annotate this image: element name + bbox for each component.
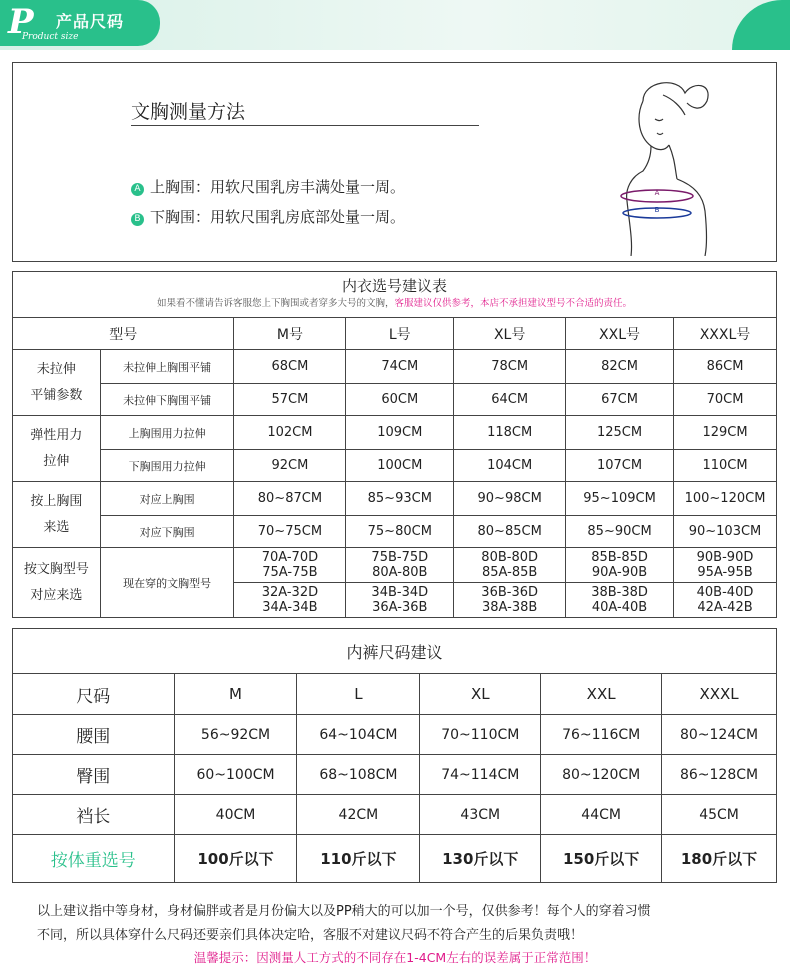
bra-size-table <box>12 271 777 618</box>
bra-table-caption <box>13 272 777 318</box>
bra-note-plain: 如果看不懂请告诉客服您上下胸围或者穿多大号的文胸， <box>156 297 395 309</box>
header-tab <box>0 0 160 46</box>
measure-title: 文胸测量方法 <box>131 101 246 123</box>
footer-note-line2: 不同，所以具体穿什么尺码还要亲们具体决定哈，客服不对建议尺码不符合产生的后果负责哦！ <box>37 928 584 943</box>
row-label: 臀围 <box>13 755 175 795</box>
cell: 109CM <box>346 416 454 450</box>
cell: 32A-32D 34A-34B <box>234 583 346 618</box>
bra-col-header: 型号 <box>13 318 234 350</box>
cell: 42CM <box>297 795 420 835</box>
pants-size-xl: XL <box>420 674 541 715</box>
figure-label-a: A <box>654 189 660 197</box>
pants-size-l: L <box>297 674 420 715</box>
cell: 80~124CM <box>662 715 777 755</box>
cell: 40CM <box>174 795 297 835</box>
measure-item-b <box>131 206 405 227</box>
pants-size-xxxl: XXXL <box>662 674 777 715</box>
cell: 34B-34D 36A-36B <box>346 583 454 618</box>
cell: 76~116CM <box>541 715 662 755</box>
cell: 80B-80D 85A-85B <box>454 548 566 583</box>
row-sub-label: 现在穿的文胸型号 <box>100 548 234 618</box>
row-label: 裆长 <box>13 795 175 835</box>
group-label: 按文胸型号 对应来选 <box>13 548 101 618</box>
cell: 67CM <box>566 384 674 416</box>
cell: 60~100CM <box>174 755 297 795</box>
footer-note-line1: 以上建议指中等身材，身材偏胖或者是月份偏大以及PP稍大的可以加一个号，仅供参考！每个人的穿着习惯 <box>37 904 651 919</box>
cell: 95~109CM <box>566 482 674 516</box>
header-curve-decoration <box>732 0 790 50</box>
pants-size-xxl: XXL <box>541 674 662 715</box>
table-row <box>13 755 777 795</box>
table-row <box>13 715 777 755</box>
cell: 80~87CM <box>234 482 346 516</box>
header-subtitle: Product size <box>22 32 79 42</box>
row-sub-label: 未拉伸上胸围平铺 <box>100 350 234 384</box>
cell: 100~120CM <box>674 482 777 516</box>
row-sub-label: 对应上胸围 <box>100 482 234 516</box>
cell: 90B-90D 95A-95B <box>674 548 777 583</box>
cell: 80~85CM <box>454 516 566 548</box>
cell: 100斤以下 <box>174 835 297 883</box>
cell: 125CM <box>566 416 674 450</box>
bra-size-l: L号 <box>346 318 454 350</box>
cell: 75~80CM <box>346 516 454 548</box>
cell: 44CM <box>541 795 662 835</box>
bra-table-title: 内衣选号建议表 <box>341 276 447 295</box>
cell: 43CM <box>420 795 541 835</box>
cell: 86~128CM <box>662 755 777 795</box>
cell: 110CM <box>674 450 777 482</box>
measure-item-b-text: 下胸围：用软尺围乳房底部处量一周。 <box>150 208 406 226</box>
cell: 70A-70D 75A-75B <box>234 548 346 583</box>
cell: 86CM <box>674 350 777 384</box>
table-row <box>13 516 777 548</box>
group-label: 弹性用力 拉伸 <box>13 416 101 482</box>
row-sub-label: 对应下胸围 <box>100 516 234 548</box>
row-sub-label: 未拉伸下胸围平铺 <box>100 384 234 416</box>
table-row <box>13 416 777 450</box>
cell: 104CM <box>454 450 566 482</box>
bra-size-m: M号 <box>234 318 346 350</box>
table-row <box>13 548 777 583</box>
cell: 130斤以下 <box>420 835 541 883</box>
table-row <box>13 795 777 835</box>
logo-letter: P <box>8 2 34 42</box>
row-sub-label: 上胸围用力拉伸 <box>100 416 234 450</box>
cell: 70CM <box>674 384 777 416</box>
bra-note-red: 客服建议仅供参考，本店不承担建议型号不合适的责任。 <box>394 297 633 309</box>
cell: 85~90CM <box>566 516 674 548</box>
header-banner <box>0 0 790 50</box>
cell: 118CM <box>454 416 566 450</box>
cell: 70~75CM <box>234 516 346 548</box>
weight-row-label: 按体重选号 <box>13 835 175 883</box>
cell: 107CM <box>566 450 674 482</box>
cell: 129CM <box>674 416 777 450</box>
badge-a-icon: A <box>131 183 144 196</box>
bra-size-header-row <box>13 318 777 350</box>
cell: 85~93CM <box>346 482 454 516</box>
bra-table-caption-row <box>13 272 777 318</box>
cell: 60CM <box>346 384 454 416</box>
cell: 92CM <box>234 450 346 482</box>
cell: 78CM <box>454 350 566 384</box>
measure-section <box>12 62 777 262</box>
group-label: 按上胸围 来选 <box>13 482 101 548</box>
cell: 80~120CM <box>541 755 662 795</box>
cell: 150斤以下 <box>541 835 662 883</box>
table-row <box>13 384 777 416</box>
cell: 70~110CM <box>420 715 541 755</box>
cell: 64CM <box>454 384 566 416</box>
table-row <box>13 835 777 883</box>
pants-table-caption-row <box>13 629 777 674</box>
cell: 68CM <box>234 350 346 384</box>
cell: 68~108CM <box>297 755 420 795</box>
cell: 36B-36D 38A-38B <box>454 583 566 618</box>
woman-figure-illustration <box>603 71 733 256</box>
pants-size-header-row <box>13 674 777 715</box>
cell: 75B-75D 80A-80B <box>346 548 454 583</box>
measure-title-underline <box>131 125 479 126</box>
row-label: 腰围 <box>13 715 175 755</box>
group-label: 未拉伸 平铺参数 <box>13 350 101 416</box>
pants-table-title: 内裤尺码建议 <box>13 629 777 674</box>
measure-item-a <box>131 176 405 197</box>
cell: 38B-38D 40A-40B <box>566 583 674 618</box>
cell: 110斤以下 <box>297 835 420 883</box>
cell: 64~104CM <box>297 715 420 755</box>
pants-size-m: M <box>174 674 297 715</box>
cell: 57CM <box>234 384 346 416</box>
cell: 100CM <box>346 450 454 482</box>
bra-table-note <box>13 295 776 313</box>
cell: 102CM <box>234 416 346 450</box>
header-title: 产品尺码 <box>56 12 125 31</box>
footer-warning: 温馨提示：因测量人工方式的不同存在1-4CM左右的误差属于正常范围！ <box>193 950 597 965</box>
cell: 180斤以下 <box>662 835 777 883</box>
cell: 85B-85D 90A-90B <box>566 548 674 583</box>
figure-label-b: B <box>654 206 660 214</box>
bra-size-xxxl: XXXL号 <box>674 318 777 350</box>
cell: 40B-40D 42A-42B <box>674 583 777 618</box>
cell: 56~92CM <box>174 715 297 755</box>
bra-size-xl: XL号 <box>454 318 566 350</box>
bra-size-xxl: XXL号 <box>566 318 674 350</box>
cell: 74~114CM <box>420 755 541 795</box>
cell: 82CM <box>566 350 674 384</box>
table-row <box>13 482 777 516</box>
measure-item-a-text: 上胸围：用软尺围乳房丰满处量一周。 <box>150 178 406 196</box>
pants-size-table <box>12 628 777 883</box>
cell: 90~103CM <box>674 516 777 548</box>
pants-header-label: 尺码 <box>13 674 175 715</box>
cell: 90~98CM <box>454 482 566 516</box>
table-row <box>13 350 777 384</box>
cell: 74CM <box>346 350 454 384</box>
badge-b-icon: B <box>131 213 144 226</box>
table-row <box>13 450 777 482</box>
row-sub-label: 下胸围用力拉伸 <box>100 450 234 482</box>
cell: 45CM <box>662 795 777 835</box>
